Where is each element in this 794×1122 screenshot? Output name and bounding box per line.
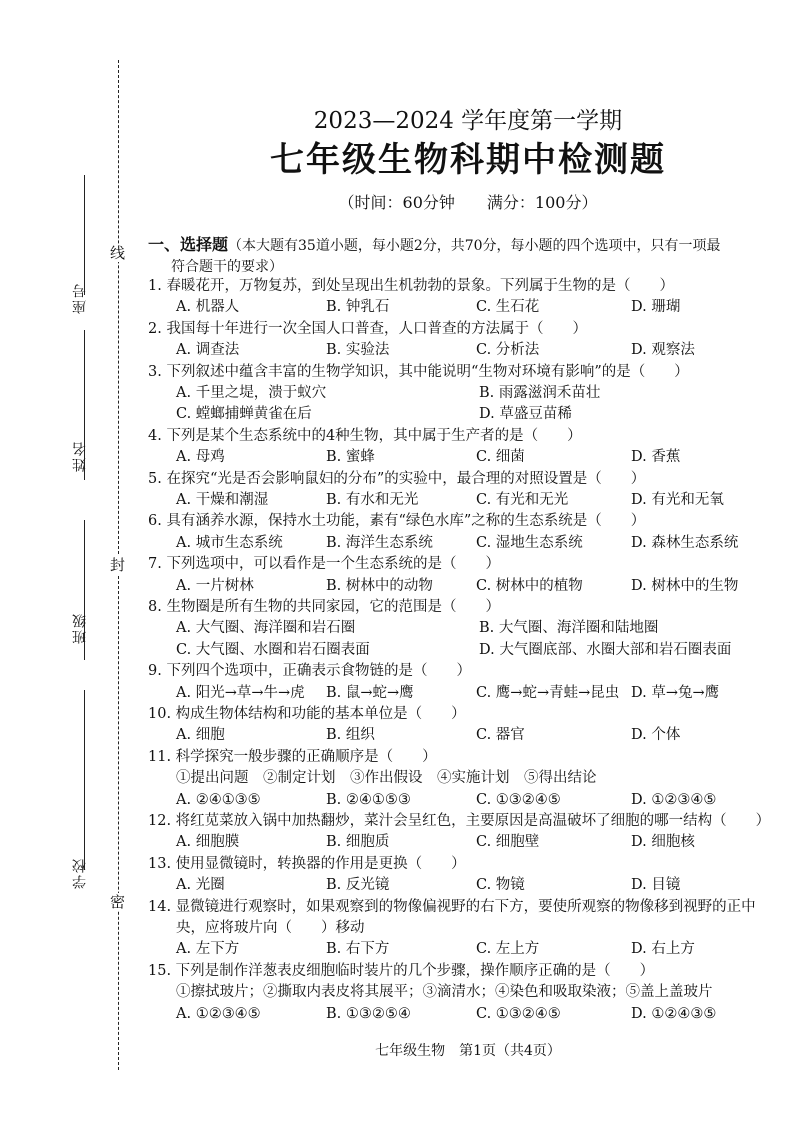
option-row — [176, 1004, 788, 1025]
question-stem: 5. 在探究“光是否会影响鼠妇的分布”的实验中，最合理的对照设置是（ ） — [148, 470, 646, 487]
exam-info: （时间：60分钟 满分：100分） — [338, 193, 598, 212]
option-a[interactable]: A. 细胞 — [176, 727, 225, 744]
seal-char-xian: 线 — [110, 244, 126, 262]
option-c[interactable]: C. 大气圈、水圈和岩石圈表面 — [176, 641, 370, 658]
option-b[interactable]: B. ①③②⑤④ — [326, 1005, 411, 1022]
seal-char-feng: 封 — [110, 556, 126, 574]
option-a[interactable]: A. 阳光→草→牛→虎 — [176, 684, 305, 701]
option-c[interactable]: C. 物镜 — [476, 877, 525, 894]
option-b[interactable]: B. 右下方 — [326, 941, 390, 958]
option-a[interactable]: A. 光圈 — [176, 877, 225, 894]
option-b[interactable]: B. 雨露滋润禾苗壮 — [479, 385, 601, 401]
seal-char-mi: 密 — [110, 893, 126, 911]
option-row — [176, 832, 788, 853]
option-b[interactable]: B. 反光镜 — [326, 877, 390, 894]
question-stem: 14. 显微镜进行观察时，如果观察到的物像偏视野的右下方，要使所观察的物像移到视野的正中 — [148, 898, 756, 915]
section-title: 一、选择题 — [148, 235, 229, 254]
option-row — [176, 404, 788, 425]
question-stem: 15. 下列是制作洋葱表皮细胞临时装片的几个步骤，操作顺序正确的是（ ） — [148, 962, 655, 979]
option-d[interactable]: D. 观察法 — [631, 342, 695, 359]
option-d[interactable]: D. 细胞核 — [631, 834, 695, 851]
question-stem-cont: 央，应将玻片向（ ）移动 — [176, 920, 365, 936]
seat-line — [84, 175, 85, 295]
option-d[interactable]: D. ①②③④⑤ — [631, 791, 717, 808]
option-b[interactable]: B. ②④①⑤③ — [326, 791, 411, 808]
question-statements: ①提出问题 ②制定计划 ③作出假设 ④实施计划 ⑤得出结论 — [176, 770, 597, 787]
option-row — [176, 939, 788, 960]
option-b[interactable]: B. 海洋生态系统 — [326, 534, 433, 551]
option-b[interactable]: B. 实验法 — [326, 342, 390, 359]
option-b[interactable]: B. 有水和无光 — [326, 492, 419, 508]
option-d[interactable]: D. 大气圈底部、水圈大部和岩石圈表面 — [479, 641, 732, 658]
binding-margin — [0, 0, 140, 1122]
option-a[interactable]: A. 城市生态系统 — [176, 534, 283, 551]
option-a[interactable]: A. 左下方 — [176, 941, 240, 958]
option-c[interactable]: C. 树林中的植物 — [476, 577, 583, 594]
option-a[interactable]: A. ①②③④⑤ — [176, 1005, 261, 1022]
option-c[interactable]: C. 湿地生态系统 — [476, 534, 583, 551]
question-stem: 12. 将红苋菜放入锅中加热翻炒，菜汁会呈红色，主要原因是高温破坏了细胞的哪一结构（ ） — [148, 813, 771, 829]
question-stem: 7. 下列选项中，可以看作是一个生态系统的是（ ） — [148, 556, 500, 573]
option-d[interactable]: D. 草→兔→鹰 — [631, 684, 720, 701]
option-a[interactable]: A. 千里之堤，溃于蚁穴 — [176, 385, 327, 401]
option-b[interactable]: B. 鼠→蛇→鹰 — [326, 684, 414, 701]
option-a[interactable]: A. 一片树林 — [176, 577, 254, 594]
section-note-2: 符合题干的要求） — [171, 259, 283, 275]
option-row — [176, 340, 788, 361]
question-stem: 11. 科学探究一般步骤的正确顺序是（ ） — [148, 748, 437, 765]
option-d[interactable]: D. 珊瑚 — [631, 299, 681, 316]
option-b[interactable]: B. 树林中的动物 — [326, 577, 433, 594]
option-row — [176, 533, 788, 554]
question-stem: 2. 我国每十年进行一次全国人口普查，人口普查的方法属于（ ） — [148, 320, 587, 337]
option-row — [176, 875, 788, 896]
question-stem: 10. 构成生物体结构和功能的基本单位是（ ） — [148, 706, 466, 722]
option-c[interactable]: C. 细菌 — [476, 449, 525, 466]
exam-year: 2023—2024 学年度第一学期 — [313, 108, 623, 134]
option-row — [176, 725, 788, 746]
option-c[interactable]: C. 生石花 — [476, 299, 540, 316]
option-row — [176, 447, 788, 468]
option-row — [176, 640, 788, 661]
section-header — [148, 234, 788, 278]
option-c[interactable]: C. 螳螂捕蝉黄雀在后 — [176, 406, 312, 423]
option-row — [176, 576, 788, 597]
option-row — [176, 683, 788, 704]
question-stem: 13. 使用显微镜时，转换器的作用是更换（ ） — [148, 855, 466, 872]
option-c[interactable]: C. 有光和无光 — [476, 492, 569, 508]
option-row — [176, 490, 788, 511]
option-c[interactable]: C. 器官 — [476, 727, 525, 744]
class-label: 班级 — [72, 612, 88, 644]
option-d[interactable]: D. 目镜 — [631, 877, 681, 894]
option-row — [176, 383, 788, 404]
school-line — [84, 690, 85, 870]
question-stem: 8. 生物圈是所有生物的共同家园，它的范围是（ ） — [148, 599, 500, 615]
option-row — [176, 618, 788, 639]
question-stem: 6. 具有涵养水源，保持水土功能，素有“绿色水库”之称的生态系统是（ ） — [148, 513, 646, 530]
option-b[interactable]: B. 蜜蜂 — [326, 449, 375, 466]
option-a[interactable]: A. 母鸡 — [176, 449, 225, 466]
option-d[interactable]: D. 树林中的生物 — [631, 577, 739, 594]
section-note-1: （本大题有35道小题，每小题2分，共70分，每小题的四个选项中，只有一项最 — [228, 238, 721, 254]
option-b[interactable]: B. 大气圈、海洋圈和陆地圈 — [479, 620, 659, 637]
option-d[interactable]: D. 香蕉 — [631, 449, 681, 466]
school-label: 学校 — [72, 857, 88, 889]
option-d[interactable]: D. 森林生态系统 — [631, 534, 739, 551]
option-a[interactable]: A. 大气圈、海洋圈和岩石圈 — [176, 620, 356, 637]
question-stem: 3. 下列叙述中蕴含丰富的生物学知识，其中能说明“生物对环境有影响”的是（ ） — [148, 363, 689, 380]
option-row — [176, 790, 788, 811]
seat-label: 座号 — [72, 282, 88, 314]
option-b[interactable]: B. 钟乳石 — [326, 299, 390, 316]
option-c[interactable]: C. 左上方 — [476, 941, 540, 958]
option-row — [176, 297, 788, 318]
question-statements: ①擦拭玻片；②撕取内表皮将其展平；③滴清水；④染色和吸取染液；⑤盖上盖玻片 — [176, 984, 713, 1001]
option-d[interactable]: D. ①②④③⑤ — [631, 1005, 717, 1022]
option-b[interactable]: B. 组织 — [326, 727, 375, 744]
option-c[interactable]: C. ①③②④⑤ — [476, 1005, 561, 1022]
option-d[interactable]: D. 有光和无氧 — [631, 492, 724, 508]
name-label: 姓名 — [72, 440, 88, 472]
page-footer: 七年级生物 第1页（共4页） — [375, 1043, 561, 1059]
option-c[interactable]: C. 鹰→蛇→青蛙→昆虫 — [476, 684, 620, 701]
option-c[interactable]: C. ①③②④⑤ — [476, 791, 561, 808]
question-stem: 9. 下列四个选项中，正确表示食物链的是（ ） — [148, 663, 471, 680]
exam-title: 七年级生物科期中检测题 — [270, 140, 666, 180]
question-stem: 4. 下列是某个生态系统中的4种生物，其中属于生产者的是（ ） — [148, 427, 582, 444]
option-a[interactable]: A. 机器人 — [176, 299, 240, 316]
option-b[interactable]: B. 细胞质 — [326, 834, 390, 851]
option-d[interactable]: D. 右上方 — [631, 941, 695, 958]
question-stem: 1. 春暖花开，万物复苏，到处呈现出生机勃勃的景象。下列属于生物的是（ ） — [148, 278, 674, 294]
option-a[interactable]: A. ②④①③⑤ — [176, 791, 261, 808]
option-c[interactable]: C. 细胞壁 — [476, 834, 540, 851]
option-d[interactable]: D. 草盛豆苗稀 — [479, 406, 572, 423]
option-a[interactable]: A. 调查法 — [176, 342, 240, 359]
option-a[interactable]: A. 干燥和潮湿 — [176, 492, 269, 508]
option-a[interactable]: A. 细胞膜 — [176, 834, 240, 851]
option-d[interactable]: D. 个体 — [631, 727, 681, 744]
option-c[interactable]: C. 分析法 — [476, 342, 540, 359]
